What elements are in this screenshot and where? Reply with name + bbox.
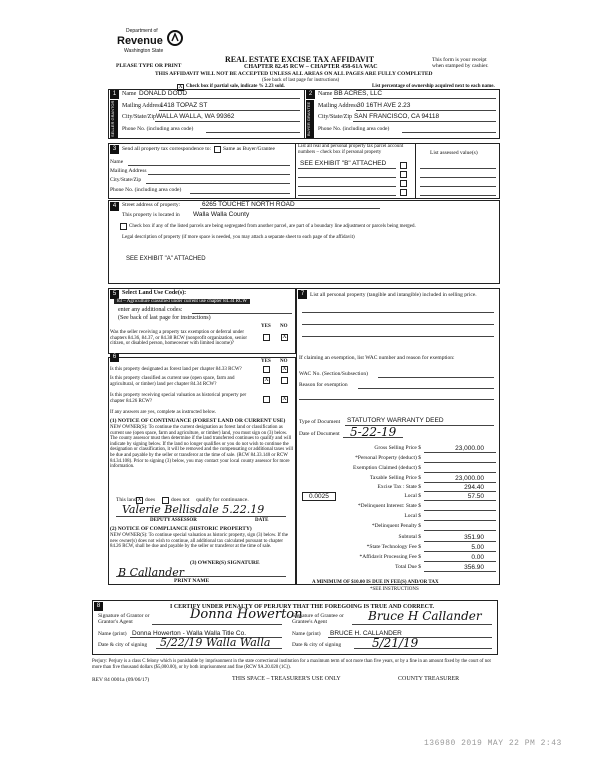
assessor-date-label: DATE [255,518,269,523]
grantee-date-label: Date & city of signing [292,642,342,648]
see-back-note: (See back of last page for instructions) [262,78,340,83]
s6-forest-yes[interactable] [263,366,270,373]
located-label: This property is located in [122,212,180,218]
seller-sidebar: SELLER GRANTOR [110,100,118,138]
legal-label: Legal description of property (if more space is needed, you may attach a separate sheet to each page of the affidavit) [122,235,355,240]
parcel-pp-checkbox-2[interactable] [400,171,407,178]
dept-line1: Department of [126,28,158,34]
certify-statement: I CERTIFY UNDER PENALTY OF PERJURY THAT THE FOREGOING IS TRUE AND CORRECT. [170,604,435,610]
assessor-signature[interactable]: Valerie Bellisdale 5.22.19 [122,503,265,516]
deputy-assessor-label: DEPUTY ASSESSOR [150,518,197,523]
land-use-code[interactable]: 83 – Agriculture classified under current use chapter 84.34 RCW [114,299,250,304]
exemption-claim-label: If claiming an exemption, list WAC number and reason for exemption: [299,355,455,361]
s6-forest-no[interactable]: X [282,366,287,372]
subtotal-label: Subtotal $ [398,534,421,540]
grantee-signature[interactable]: Bruce H Callander [368,609,482,623]
does-not-label: does not [171,497,190,503]
section-2-number: 2 [306,90,315,99]
parcel-value[interactable]: SEE EXHIBIT "B" ATTACHED [300,160,387,167]
parcel-pp-checkbox-1[interactable] [400,162,407,169]
seller-address-label: Mailing Address [122,103,162,109]
seller-phone-label: Phone No. (including area code) [122,126,194,132]
delinquent-penalty-label: *Delinquent Penalty $ [371,523,421,529]
local-rate[interactable]: 0.0025 [302,492,336,501]
s3-address-label: Mailing Address [110,168,147,174]
qualify-label: qualify for continuance. [196,497,249,503]
print-name-label: PRINT NAME [174,578,210,584]
street-address[interactable]: 6265 TOUCHET NORTH ROAD [202,201,295,208]
s5-q1-yes[interactable] [263,334,270,341]
additional-codes-label: enter any additional codes: [118,307,183,313]
partial-sale-checkbox[interactable]: X [178,84,183,90]
located-county[interactable]: Walla Walla County [193,211,250,218]
s6-current-no[interactable] [281,377,288,384]
s6-current-yes[interactable]: X [264,377,269,383]
seller-name-label: Name [122,91,137,97]
buyer-address-label: Mailing Address [318,103,358,109]
buyer-name-label: Name [318,91,333,97]
seller-city-label: City/State/Zip [122,114,156,120]
s5-yes-header: YES [261,324,271,329]
form-warning: THIS AFFIDAVIT WILL NOT BE ACCEPTED UNLESS ALL AREAS ON ALL PAGES ARE FULLY COMPLETED [155,71,433,77]
segregated-checkbox[interactable] [120,223,127,230]
reason-label: Reason for exemption [299,382,348,388]
s6-if-yes: If any answers are yes, complete as instructed below. [110,410,217,415]
form-title: REAL ESTATE EXCISE TAX AFFIDAVIT [225,55,375,64]
section-4-number: 4 [110,202,119,211]
send-tax-label: Send all property tax correspondence to: [122,146,212,152]
section-8-number: 8 [94,602,103,611]
grantor-sig-label: Signature of Grantor or Grantor's Agent [98,613,150,625]
owner-signature[interactable]: B Callander [118,566,185,579]
grantor-signature[interactable]: Donna Howerton [190,607,303,622]
same-as-buyer-checkbox[interactable] [214,146,221,153]
s6-historic-yes[interactable] [263,396,270,403]
exemption-claimed-label: Exemption Claimed (deduct) $ [353,465,421,471]
s5-question-1: Was the seller receiving a property tax exemption or deferral under chapters 84.36, 84.37, or 84.38 RCW (nonprofit organization, senior citizen, or disabled person, homeowner with limited income)? [110,330,248,346]
s6-q-current: Is this property classified as current use (open space, farm and agricultural, or timber) land per chapter 84.34 RCW? [110,376,235,387]
grantee-name[interactable]: BRUCE H. CALLANDER [330,630,402,637]
affidavit-fee-label: *Affidavit Processing Fee $ [359,554,421,560]
buyer-sidebar: BUYER GRANTEE [306,100,314,138]
section-7-number: 7 [298,290,307,299]
same-as-buyer-label: Same as Buyer/Grantee [223,146,275,152]
s6-historic-no[interactable]: X [282,396,287,402]
gross-selling-label: Gross Selling Price $ [374,445,421,451]
continuance-body: NEW OWNER(S): To continue the current designation as forest land or classification as current use (open space, farm and agriculture, or timber) land, you must sign on (3) below. The county assessor must then determine if the land transferred continues to qualify and will indicate by signing below. If the land no longer qualifies or you do not wish to continue the designation or classification, it will be removed and the compensating or additional taxes will be due and payable by the seller or transferor at the time of sale. (RCW 84.33.140 or RCW 84.34.108). Prior to signing (3) below, you may contact your local county assessor for more information. [110,425,294,470]
seller-name[interactable]: DONALD DODD [139,90,188,97]
section-6 [108,357,296,585]
recording-stamp: 136980 2019 MAY 22 PM 2:43 [424,739,562,748]
affidavit-fee-value[interactable]: 0.00 [471,554,484,561]
personal-property-label: List all personal property (tangible and intangible) included in selling price. [310,292,477,298]
grantee-date[interactable]: 5/21/19 [372,636,419,650]
s6-q-historic: Is this property receiving special valuation as historical property per chapter 84.26 RCW? [110,393,247,404]
does-checkbox[interactable]: X [137,497,142,503]
wac-label: WAC No. (Section/Subsection) [299,371,368,377]
buyer-address[interactable]: 30 16TH AVE 2.23 [357,102,411,109]
s6-no-header: NO [280,359,288,364]
minimum-fee-note: A MINIMUM OF $10.00 IS DUE IN FEE(S) AND/OR TAX [312,580,439,585]
list-parcel-label: List all real and personal property tax parcel account numbers – check box if personal property [298,144,404,155]
see-instructions-note: *SEE INSTRUCTIONS [370,587,419,592]
grantor-name[interactable]: Donna Howerton - Walla Walla Title Co. [132,630,247,637]
s5-see-back: (See back of last page for instructions) [118,315,211,321]
buyer-city[interactable]: SAN FRANCISCO, CA 94118 [354,113,440,120]
list-percentage-label: List percentage of ownership acquired next to each name. [372,84,495,89]
section-6-number: 6 [110,353,119,362]
please-type: PLEASE TYPE OR PRINT [116,63,182,69]
gross-selling-value[interactable]: 23,000.00 [455,445,484,452]
legal-description[interactable]: SEE EXHIBIT "A" ATTACHED [126,256,206,262]
rev-number: REV 84 0001a (09/06/17) [92,677,150,683]
subtotal-value[interactable]: 351.90 [464,534,484,541]
excise-state-label: Excise Tax : State $ [377,484,421,490]
seller-address[interactable]: 1418 TOPAZ ST [160,102,208,109]
county-treasurer-label: COUNTY TREASURER [398,676,460,682]
total-due-value[interactable]: 356.90 [464,564,484,571]
seller-city[interactable]: WALLA WALLA, WA 99362 [156,113,235,120]
buyer-name[interactable]: BB ACRES, LLC [334,90,383,97]
land-use-title: Select Land Use Code(s): [122,290,187,296]
doc-type-label: Type of Document [299,419,341,425]
receipt-note: This form is your receipt when stamped by cashier. [432,57,489,69]
revenue-logo [117,28,187,54]
grantee-sig-label: Signature of Grantee or Grantee's Agent [292,613,344,625]
owner-signature-label: (3) OWNER(S) SIGNATURE [190,560,260,566]
perjury-notice: Perjury: Perjury is a class C felony which is punishable by imprisonment in the state correctional institution for a maximum term of not more than five years, or by a fine in an amount fixed by the court of not more than five thousand dollars ($5,000.00), or by both imprisonment and fine (RCW 9A.20.020 (1C)). [92,659,491,670]
s6-q-forest: Is this property designated as forest land per chapter 84.33 RCW? [110,367,242,372]
doc-date[interactable]: 5-22-19 [350,425,397,439]
grantee-name-label: Name (print) [292,631,321,637]
historic-body: NEW OWNER(S): To continue special valuation as historic property, sign (3) below. If the new owner(s) does not wish to continue, all additional tax calculated pursuant to chapter 84.26 RCW, shall be due and payable by the seller or transferor at the time of sale. [110,533,288,550]
grantor-name-label: Name (print) [98,631,127,637]
partial-sale-label: Check box if partial sale, indicate % 2.23 sold. [186,84,285,89]
assessed-value-label: List assessed value(s) [430,150,478,156]
excise-local-label: Local $ [404,493,421,499]
taxable-selling-value[interactable]: 23,000.00 [455,475,484,482]
section-3-number: 3 [110,145,119,154]
s3-phone-label: Phone No. (including area code) [110,187,182,193]
section-5-number: 5 [110,290,119,299]
does-label: does [145,497,156,503]
dept-name: Revenue [117,35,163,47]
continuance-title: (1) NOTICE OF CONTINUANCE (FOREST LAND OR CURRENT USE) [110,418,286,424]
buyer-phone-label: Phone No. (including area code) [318,126,390,132]
grantor-date-label: Date & city of signing [98,642,148,648]
revenue-logo-icon [167,30,183,46]
s5-q1-no[interactable]: X [282,334,287,340]
parcel-pp-checkbox-3[interactable] [400,180,407,187]
doc-date-label: Date of Document [299,431,340,437]
parcel-pp-checkbox-4[interactable] [400,189,407,196]
doc-type[interactable]: STATUTORY WARRANTY DEED [347,417,444,424]
state-tech-fee-label: *State Technology Fee $ [366,544,421,550]
street-label: Street address of property: [122,202,181,208]
taxable-selling-label: Taxable Selling Price $ [369,475,421,481]
delinquent-interest-local-label: Local $ [404,513,421,519]
excise-state-value[interactable]: 294.40 [464,484,484,491]
s6-yes-header: YES [261,359,271,364]
personal-property-deduct-label: *Personal Property (deduct) $ [355,455,421,461]
segregated-label: Check box if any of the listed parcels are being segregated from another parcel, are part of a boundary line adjustment or parcels being merged. [129,224,416,229]
section-1-number: 1 [110,90,119,99]
dept-state: Washington State [124,48,164,54]
buyer-city-label: City/State/Zip [318,114,352,120]
state-tech-fee-value[interactable]: 5.00 [471,544,484,551]
this-land-label: This land [116,497,137,503]
historic-title: (2) NOTICE OF COMPLIANCE (HISTORIC PROPERTY) [110,526,252,532]
s5-no-header: NO [280,324,288,329]
form-chapter: CHAPTER 82.45 RCW – CHAPTER 458-61A WAC [244,64,378,70]
s3-city-label: City/State/Zip [110,177,142,183]
total-due-label: Total Due $ [395,564,421,570]
s3-name-label: Name [110,159,124,165]
delinquent-interest-state-label: *Delinquent Interest: State $ [357,503,421,509]
grantor-date[interactable]: 5/22/19 Walla Walla [160,636,271,649]
excise-local-value[interactable]: 57.50 [467,493,484,500]
treasurer-space-label: THIS SPACE – TREASURER'S USE ONLY [232,676,341,682]
